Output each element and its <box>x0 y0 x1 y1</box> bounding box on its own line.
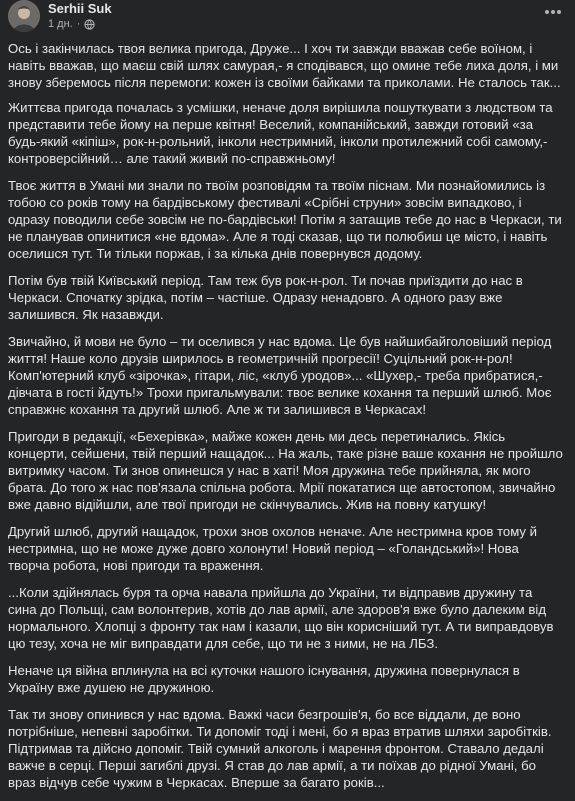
more-options-button[interactable] <box>541 2 565 22</box>
post-paragraph-8: ...Коли здійнялась буря та орча навала прийшла до України, ти відправив дружину та сина до Польщі, сам волонтерив, хотів до лав армії, але здоров'я вже було далеким від нормального. Хлопці з фронту так нам і казали, що він корисніший тут. А ти виправдовув цю тезу, хоча не міг виправдати для себе, що ти не з ними, не на ЛБЗ. <box>8 585 554 651</box>
post-paragraph-10: Так ти знову опинився у нас вдома. Важкі часи безгрошів'я, бо все віддали, де воно потрібніше, непевні заробітки. Ти допоміг тоді і мені, бо я враз втратив шляхи заробітків. Підтримав та дійсно допоміг. Твій сумний алкоголь і марення фронтом. Ставало дедалі важче в серці. Перші загиблі друзі. Я став до лав армії, а ти поїхав до рідної Умані, бо враз відчув себе чужим в Черкасах. Вперше за багато років... <box>8 707 552 790</box>
post-paragraph-5: Звичайно, й мови не було – ти оселився у нас вдома. Це був найшибайголовіший період життя! Наше коло друзів ширилось в геометричній прогресії! Суцільний рок-н-рол! Комп'ютерний клуб «зірочка», гітари, ліс, «клуб уродов»... «Шухер,- треба прибратися,- дівчата в гості йдуть!» Трохи пригальмували: твоє велике кохання та перший шлюб. Моє справжнє кохання та другий шлюб. Але ж ти залишився в Черкасах! <box>8 334 552 417</box>
avatar-photo-icon <box>8 0 40 32</box>
post-time[interactable]: 1 дн. <box>48 18 73 30</box>
post-paragraph-1: Ось і закінчилась твоя велика пригода, Друже... І хоч ти завжди вважав себе воїном, і навіть вважав, що маєш свій шлях самурая,- я сподівався, що омине тебе лиха доля, і ми знову зберемось після перемоги: кожен із своїми байками та приколами. Не сталось так... <box>8 41 561 90</box>
post-paragraph-9: Неначе ця війна вплинула на всі куточки нашого існування, дружина повернулася в Україну вже душею не дружиною. <box>8 663 520 695</box>
post-paragraph-3: Твоє життя в Умані ми знали по твоїм розповідям та твоїм піснам. Ми познайомились із тобою со років тому на бардівському фестивалі «Срібні струни» зовсім випадково, і одразу поводили себе зовсім не по-бардівськи! Потім я затащив тебе до нас в Черкаси, ти не планував опинитися «не вдома». Але я тоді сказав, що ти полюбиш це місто, і навіть оселишся тут. Ти тільки поржав, і за кілька днів повернувся додому. <box>8 178 562 261</box>
post-header <box>8 0 567 36</box>
meta-separator: · <box>76 18 81 30</box>
post-paragraph-6: Пригоди в редакції, «Бехерівка», майже кожен день ми десь перетинались. Якісь концерти, сейшени, твій перший нащадок... На жаль, таке різне ваше кохання не пройшло витримку часом. Ти знов опинешся у нас в хаті! Моя дружина тебе прийняла, як мого брата. До того ж нас пов'язала спільна робота. Мрії покататися ще автостопом, звичайно вже давно відійшли, але твої пригоди не скінчувались. Жив на повну катушку! <box>8 429 563 512</box>
post-paragraph-2: Життєва пригода почалась з усмішки, неначе доля вирішила пошуткувати з людством та представити тебе йому на перше квітня! Веселий, компанійський, завжди готовий «за будь-який «кіпіш», рок-н-рольний, інколи нестримний, інколи протилежний собі самому,- контроверсійний… але такий живий по-справжньому! <box>8 100 553 166</box>
author-name[interactable]: Serhii Suk <box>48 1 112 16</box>
post-paragraph-4: Потім був твій Київський період. Там теж був рок-н-рол. Ти почав приїздити до нас в Черкаси. Спочатку зрідка, потім – частіше. Одразу ненадовго. А одного разу вже залишився. Як назавжди. <box>8 273 523 322</box>
more-options-icon <box>544 9 562 15</box>
post-body <box>8 40 563 801</box>
post-meta <box>48 18 95 30</box>
post-paragraph-7: Другий шлюб, другий нащадок, трохи знов охолов неначе. Але нестримна кров тому й нестримна, що не може дуже довго холонути! Новий період – «Голандський»! Нова творча робота, нові пригоди та враження. <box>8 524 538 573</box>
author-avatar[interactable] <box>8 0 40 32</box>
globe-icon[interactable] <box>84 19 95 30</box>
